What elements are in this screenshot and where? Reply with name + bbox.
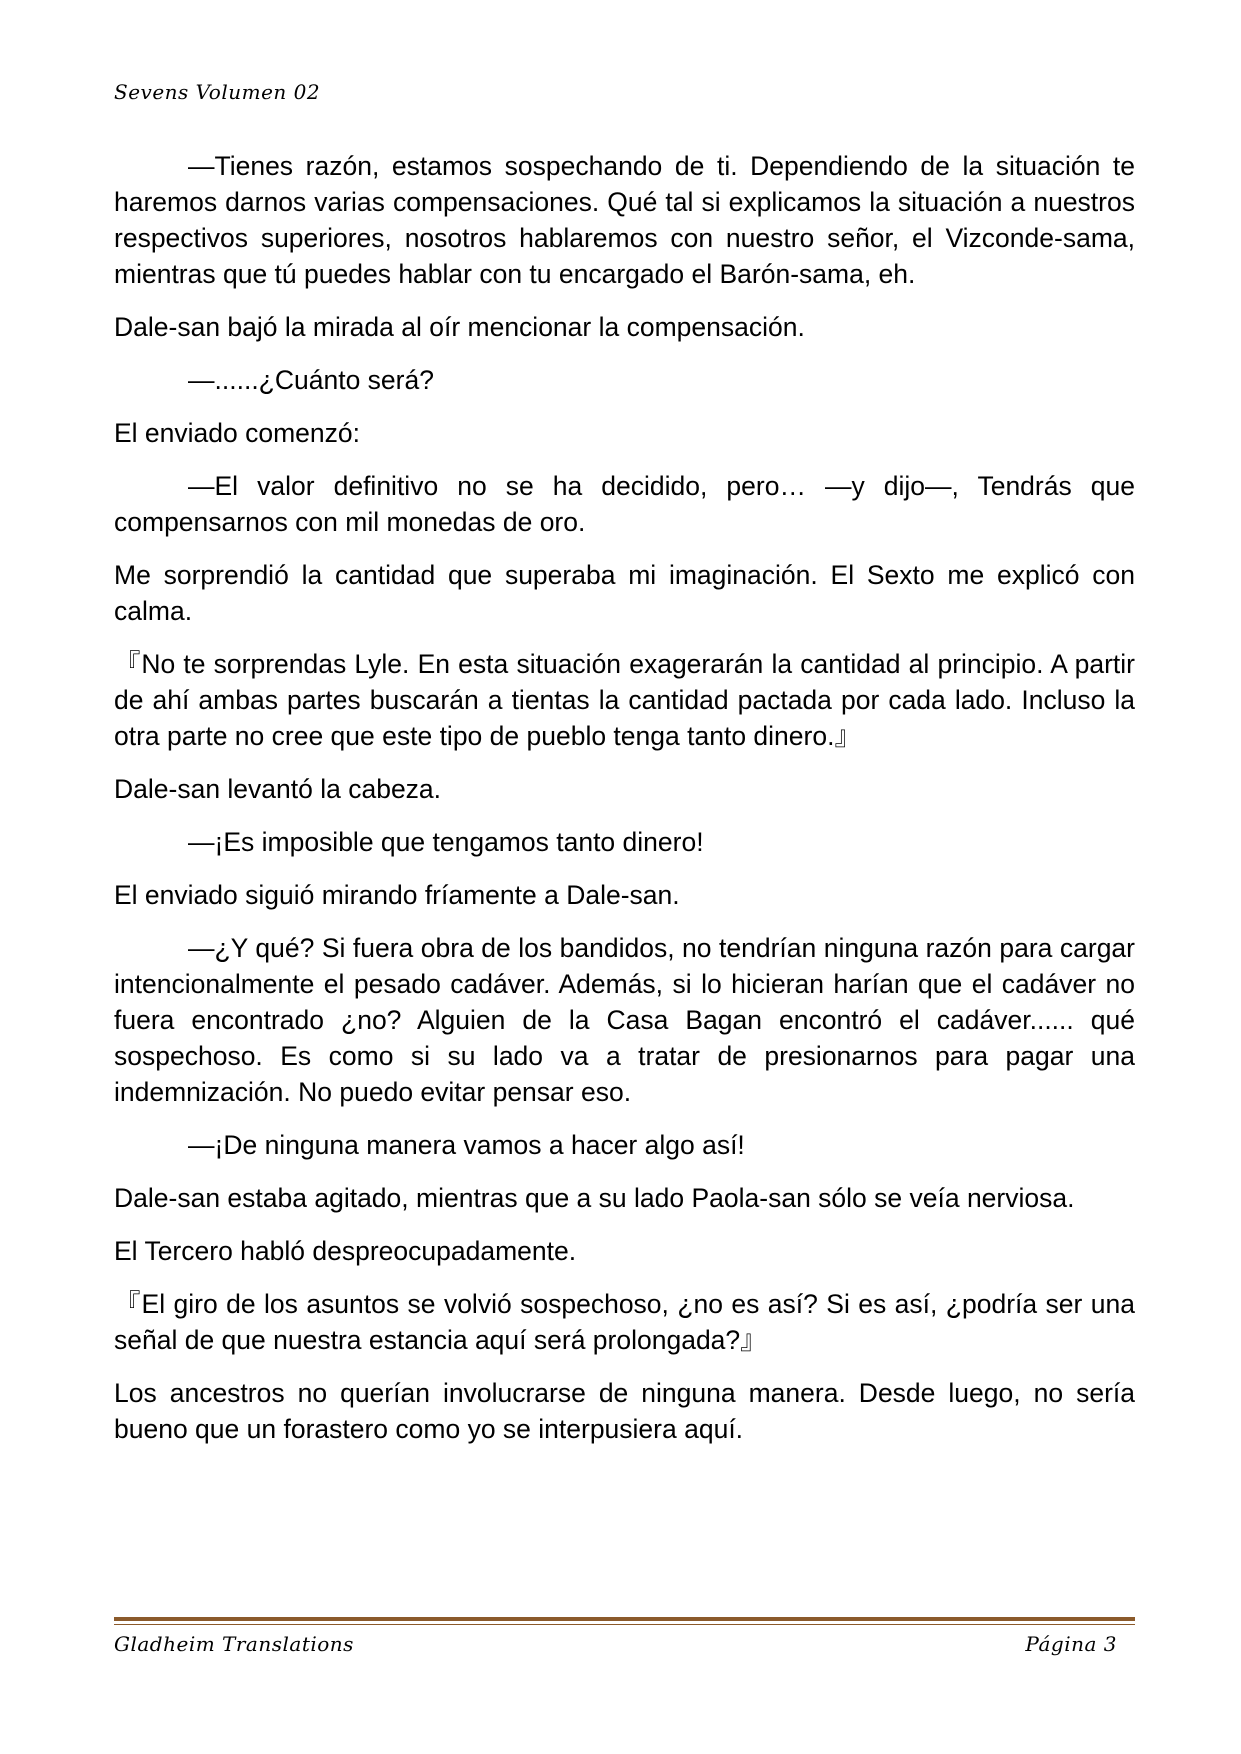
footer-divider-thick [114, 1617, 1135, 1621]
paragraph-3: —......¿Cuánto será? [188, 365, 434, 395]
paragraph-13: Dale-san estaba agitado, mientras que a su lado Paola-san sólo se veía nerviosa. [114, 1183, 1075, 1213]
paragraph-7: 『No te sorprendas Lyle. En esta situación exagerarán la cantidad al principio. A partir de ahí ambas partes buscarán a tientas la cantidad pactada por cada lado. Incluso la otra parte no cree que este tipo de pueblo tenga tanto dinero.』 [114, 649, 1135, 751]
paragraph-16: Los ancestros no querían involucrarse de ninguna manera. Desde luego, no sería bueno que un forastero como yo se interpusiera aquí. [114, 1378, 1135, 1444]
running-header: Sevens Volumen 02 [114, 80, 321, 104]
paragraph-11: —¿Y qué? Si fuera obra de los bandidos, no tendrían ninguna razón para cargar intencionalmente el pesado cadáver. Además, si lo hicieran harían que el cadáver no fuera encontrado ¿no? Alguien de la Casa Bagan encontró el cadáver...... qué sospechoso. Es como si su lado va a tratar de presionarnos para pagar una indemnización. No puedo evitar pensar eso. [114, 933, 1135, 1107]
paragraph-10: El enviado siguió mirando fríamente a Dale-san. [114, 880, 680, 910]
footer-divider-thin [114, 1624, 1135, 1625]
paragraph-4: El enviado comenzó: [114, 418, 361, 448]
page-number: Página 3 [1025, 1632, 1117, 1656]
paragraph-1: —Tienes razón, estamos sospechando de ti. Dependiendo de la situación te haremos darnos varias compensaciones. Qué tal si explicamos la situación a nuestros respectivos superiores, nosotros hablaremos con nuestro señor, el Vizconde-sama, mientras que tú puedes hablar con tu encargado el Barón-sama, eh. [114, 151, 1135, 289]
paragraph-9: —¡Es imposible que tengamos tanto dinero! [188, 827, 704, 857]
paragraph-5: —El valor definitivo no se ha decidido, pero… —y dijo—, Tendrás que compensarnos con mil monedas de oro. [114, 471, 1135, 537]
footer-credit: Gladheim Translations [114, 1632, 354, 1656]
paragraph-14: El Tercero habló despreocupadamente. [114, 1236, 577, 1266]
paragraph-12: —¡De ninguna manera vamos a hacer algo así! [188, 1130, 745, 1160]
paragraph-2: Dale-san bajó la mirada al oír mencionar la compensación. [114, 312, 805, 342]
paragraph-6: Me sorprendió la cantidad que superaba mi imaginación. El Sexto me explicó con calma. [114, 560, 1135, 626]
paragraph-8: Dale-san levantó la cabeza. [114, 774, 442, 804]
paragraph-15: 『El giro de los asuntos se volvió sospechoso, ¿no es así? Si es así, ¿podría ser una señal de que nuestra estancia aquí será prolongada?』 [114, 1289, 1135, 1355]
page-body [114, 148, 1135, 1464]
